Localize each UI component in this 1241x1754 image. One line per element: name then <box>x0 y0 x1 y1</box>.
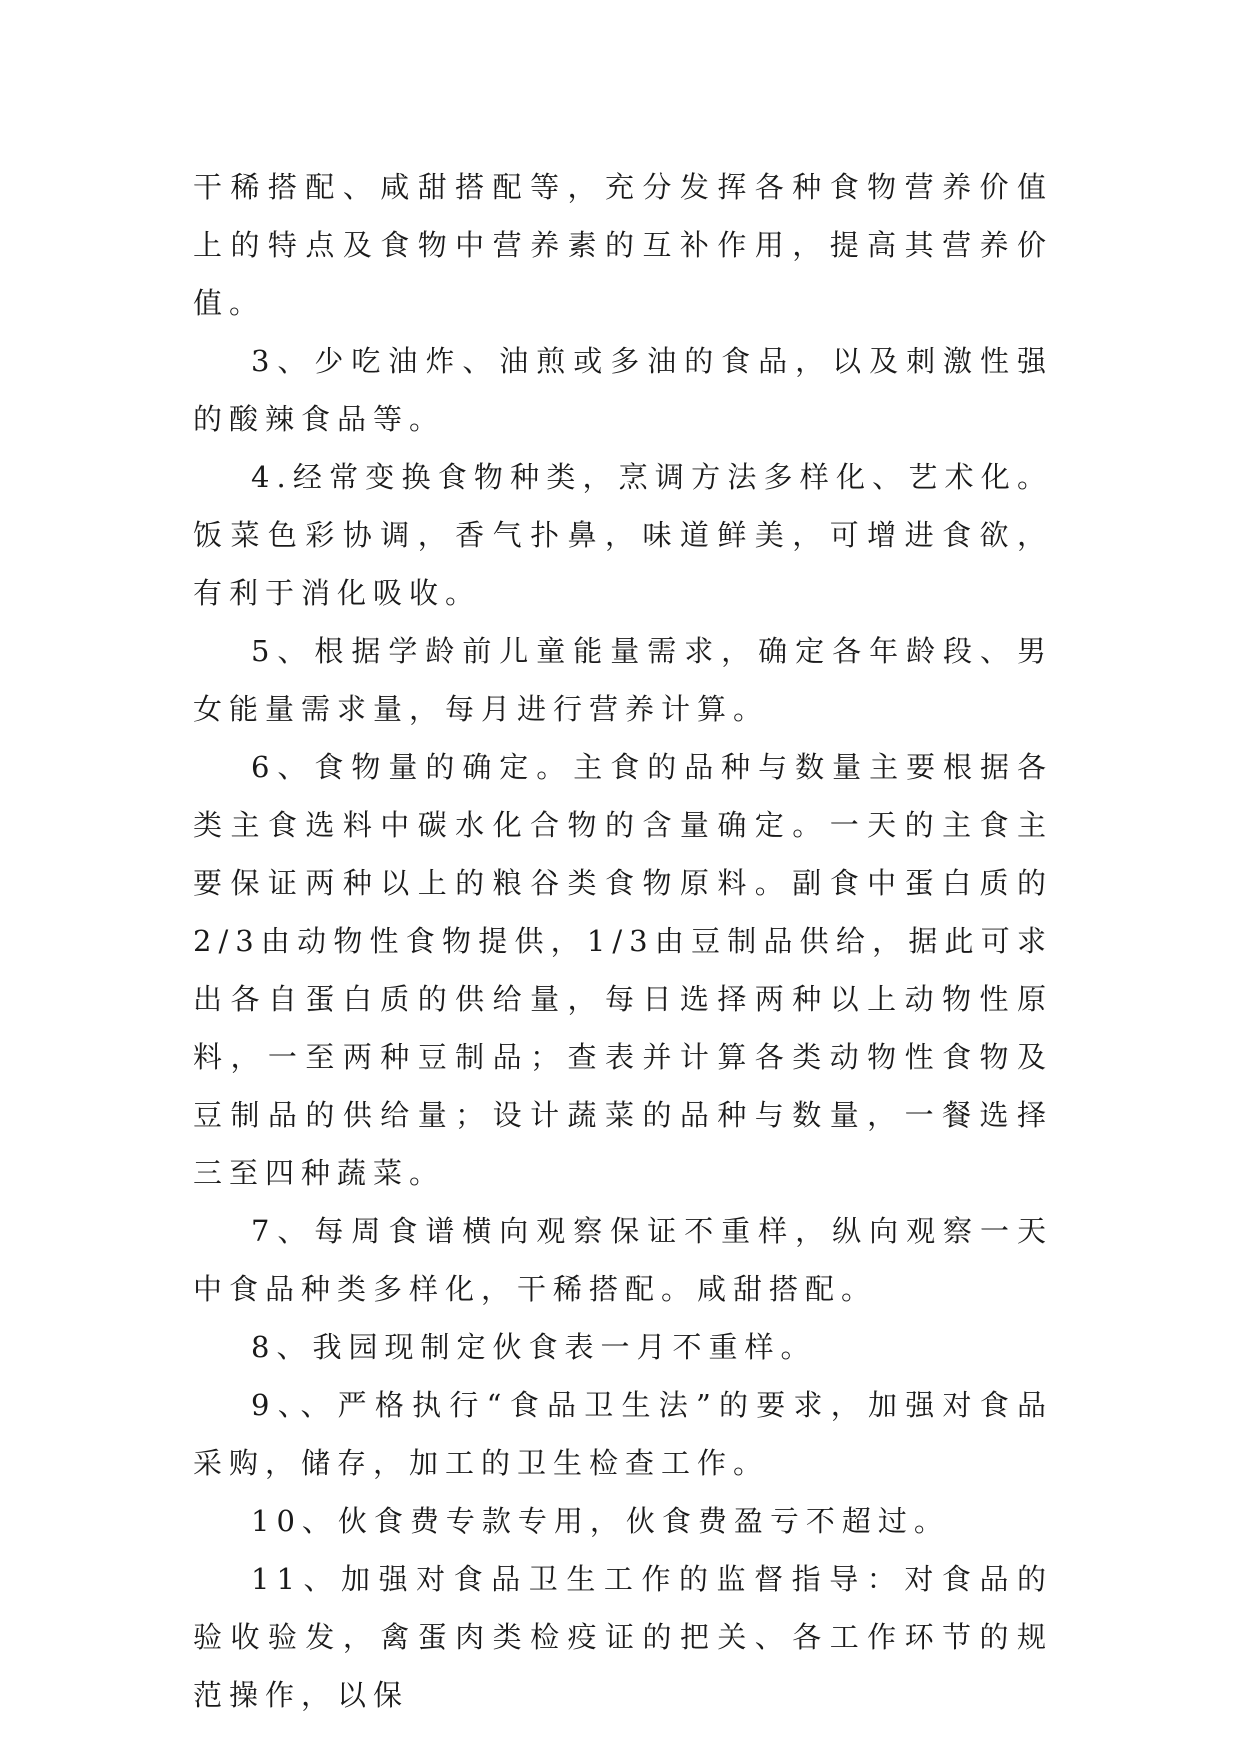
paragraph-item-6: 6、食物量的确定。主食的品种与数量主要根据各类主食选料中碳水化合物的含量确定。一天的主食主要保证两种以上的粮谷类食物原料。副食中蛋白质的2/3由动物性食物提供，1/3由豆制品供给，据此可求出各自蛋白质的供给量，每日选择两种以上动物性原料，一至两种豆制品；查表并计算各类动物性食物及豆制品的供给量；设计蔬菜的品种与数量，一餐选择三至四种蔬菜。 <box>193 750 1053 1190</box>
paragraph-item-7: 7、每周食谱横向观察保证不重样，纵向观察一天中食品种类多样化，干稀搭配。咸甜搭配。 <box>193 1214 1053 1306</box>
paragraph-item-11: 11、加强对食品卫生工作的监督指导：对食品的验收验发，禽蛋肉类检疫证的把关、各工作环节的规范操作，以保 <box>193 1562 1053 1712</box>
paragraph-item-5: 5、根据学龄前儿童能量需求，确定各年龄段、男女能量需求量，每月进行营养计算。 <box>193 634 1053 726</box>
paragraph-item-4: 4.经常变换食物种类，烹调方法多样化、艺术化。饭菜色彩协调，香气扑鼻，味道鲜美，可增进食欲，有利于消化吸收。 <box>193 460 1053 610</box>
paragraph-item-9: 9、、严格执行“食品卫生法”的要求，加强对食品采购，储存，加工的卫生检查工作。 <box>193 1388 1053 1480</box>
document-body <box>193 158 1053 1724</box>
paragraph-item-10: 10、伙食费专款专用，伙食费盈亏不超过。 <box>251 1504 950 1538</box>
paragraph-item-8: 8、我园现制定伙食表一月不重样。 <box>251 1330 817 1364</box>
paragraph-item-3: 3、少吃油炸、油煎或多油的食品，以及刺激性强的酸辣食品等。 <box>193 344 1053 436</box>
paragraph-continued: 干稀搭配、咸甜搭配等，充分发挥各种食物营养价值上的特点及食物中营养素的互补作用，提高其营养价值。 <box>193 170 1053 320</box>
